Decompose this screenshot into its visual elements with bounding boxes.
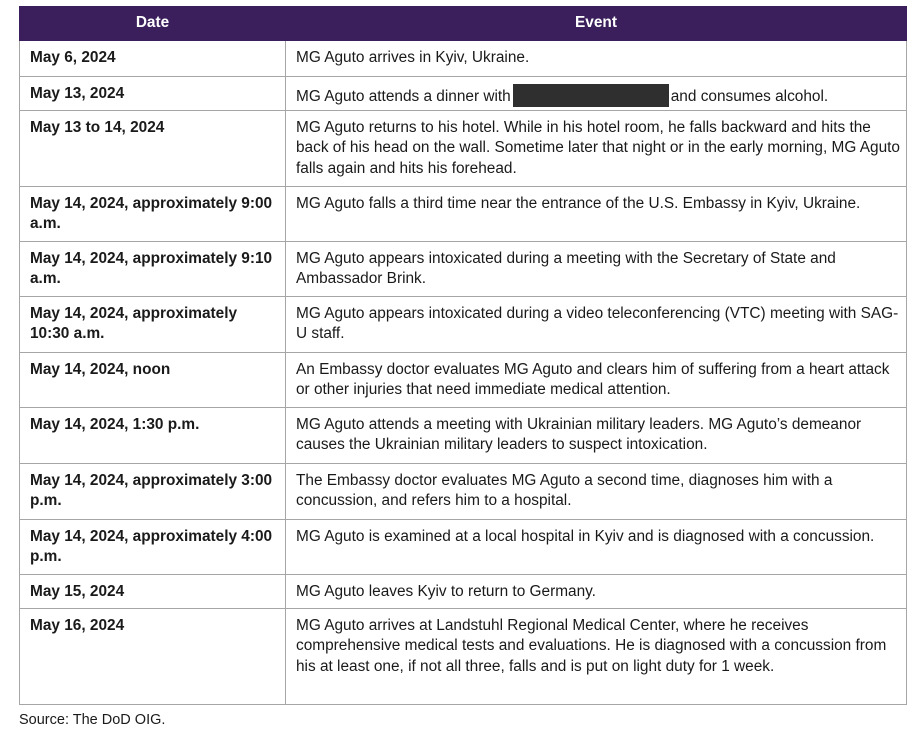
date-column-header: Date [20,7,286,41]
event-cell: MG Aguto arrives at Landstuhl Regional Medical Center, where he receives comprehensive medical tests and evaluations. He is diagnosed with a concussion from his at least one, if not all three, falls and is put on light duty for 1 week. [286,608,907,704]
timeline-table-container [19,6,906,705]
table-row [20,608,907,704]
event-cell: An Embassy doctor evaluates MG Aguto and clears him of suffering from a heart attack or other injuries that need immediate medical attention. [286,352,907,407]
source-note: Source: The DoD OIG. [19,712,166,728]
timeline-table [19,6,907,705]
date-cell: May 6, 2024 [20,41,286,77]
table-row [20,407,907,463]
table-row [20,352,907,407]
event-cell [286,77,907,111]
event-cell: MG Aguto attends a meeting with Ukrainian military leaders. MG Aguto’s demeanor causes the Ukrainian military leaders to suspect intoxication. [286,407,907,463]
event-cell: MG Aguto falls a third time near the entrance of the U.S. Embassy in Kyiv, Ukraine. [286,186,907,241]
event-cell: MG Aguto returns to his hotel. While in his hotel room, he falls backward and hits the back of his head on the wall. Sometime later that night or in the early morning, MG Aguto falls again and hits his forehead. [286,110,907,186]
date-cell: May 13 to 14, 2024 [20,110,286,186]
event-cell: MG Aguto appears intoxicated during a video teleconferencing (VTC) meeting with SAG-U staff. [286,296,907,352]
date-cell: May 14, 2024, approximately 9:10 a.m. [20,241,286,296]
date-cell: May 14, 2024, approximately 4:00 p.m. [20,519,286,574]
event-text-after: and consumes alcohol. [670,88,829,105]
event-cell: MG Aguto appears intoxicated during a meeting with the Secretary of State and Ambassador Brink. [286,241,907,296]
table-row [20,296,907,352]
table-row [20,110,907,186]
event-cell: MG Aguto is examined at a local hospital in Kyiv and is diagnosed with a concussion. [286,519,907,574]
event-text-before: MG Aguto attends a dinner with [296,88,511,105]
table-row [20,574,907,608]
date-cell: May 14, 2024, 1:30 p.m. [20,407,286,463]
table-row [20,241,907,296]
table-row [20,463,907,519]
date-cell: May 14, 2024, approximately 3:00 p.m. [20,463,286,519]
event-column-header: Event [286,7,907,41]
date-cell: May 14, 2024, noon [20,352,286,407]
table-header-row [20,7,907,41]
date-cell: May 14, 2024, approximately 9:00 a.m. [20,186,286,241]
event-cell: MG Aguto arrives in Kyiv, Ukraine. [286,41,907,77]
table-row [20,41,907,77]
table-row [20,519,907,574]
date-cell: May 14, 2024, approximately 10:30 a.m. [20,296,286,352]
event-cell: MG Aguto leaves Kyiv to return to Germany. [286,574,907,608]
table-row [20,77,907,111]
date-cell: May 13, 2024 [20,77,286,111]
event-cell: The Embassy doctor evaluates MG Aguto a second time, diagnoses him with a concussion, and refers him to a hospital. [286,463,907,519]
date-cell: May 16, 2024 [20,608,286,704]
table-row [20,186,907,241]
redaction-box [513,84,669,107]
date-cell: May 15, 2024 [20,574,286,608]
